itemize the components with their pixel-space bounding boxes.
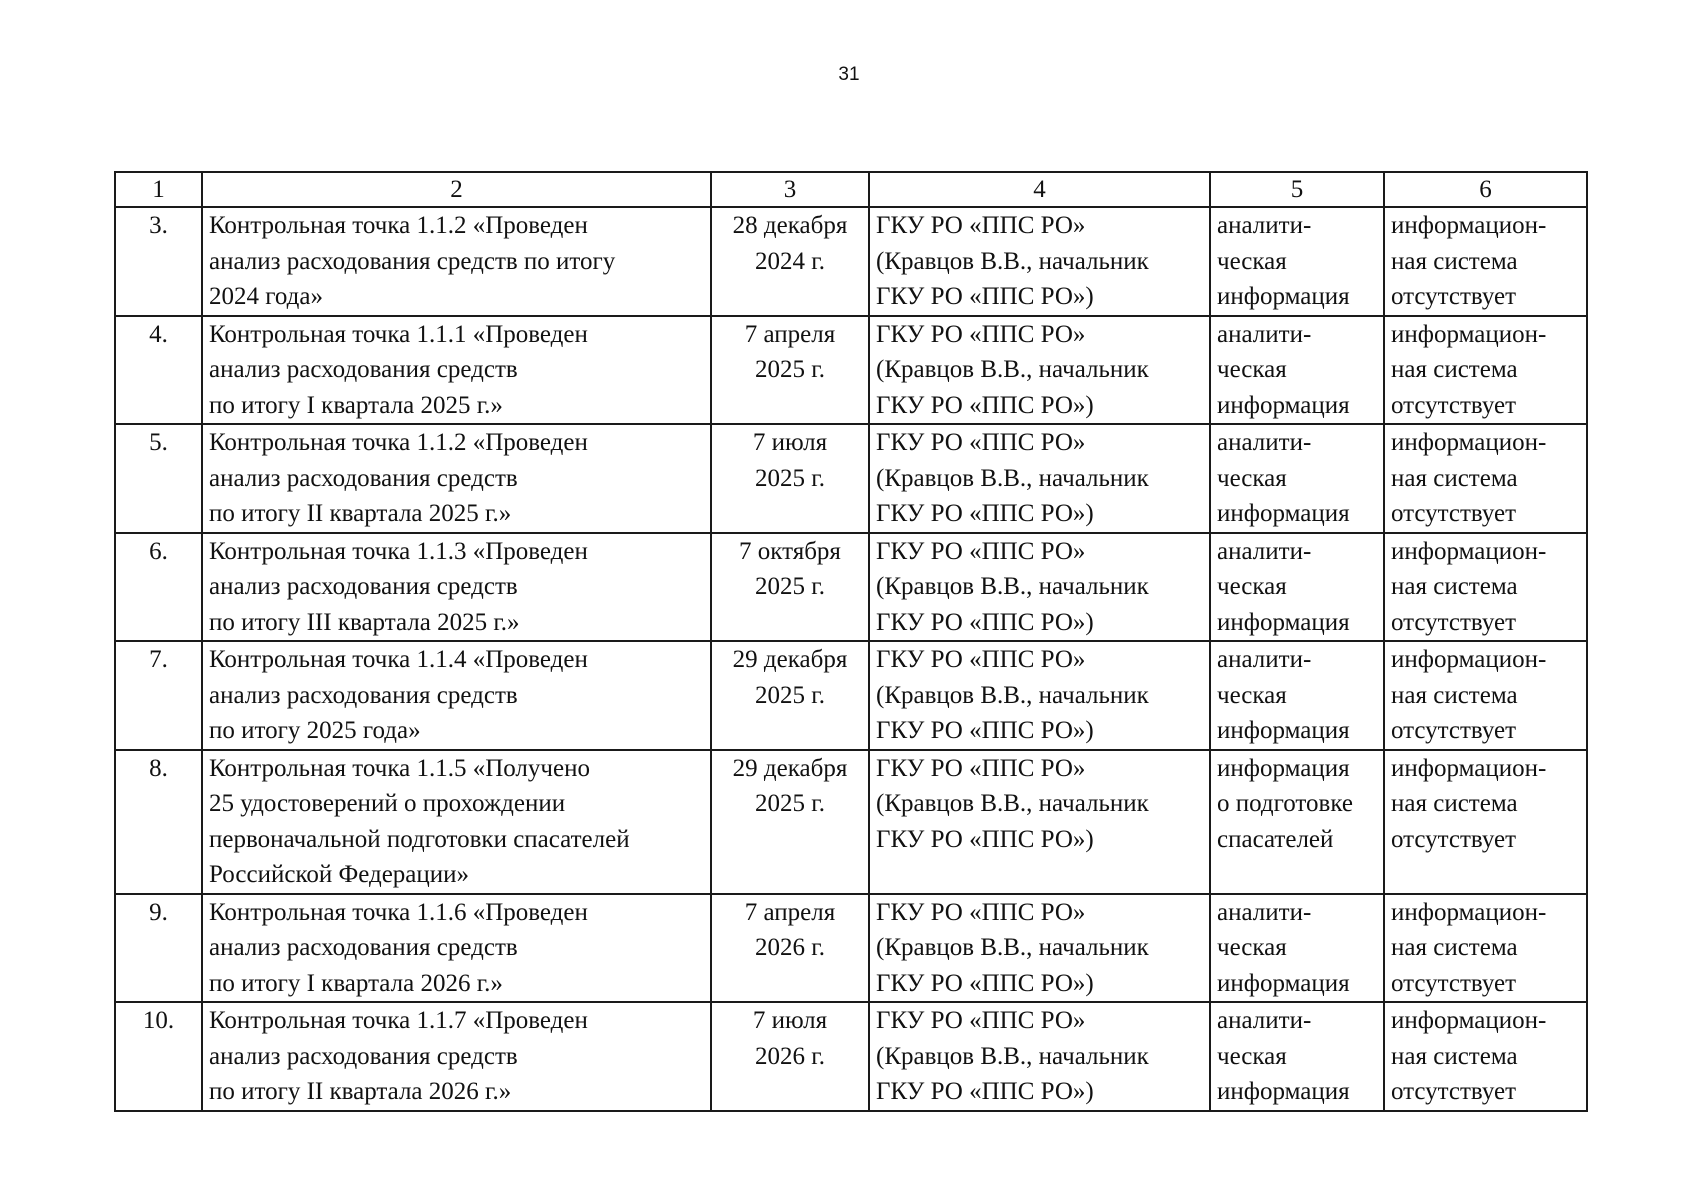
responsible-executor-line: ГКУ РО «ППС РО»	[876, 898, 1086, 926]
responsible-executor	[869, 207, 1210, 316]
responsible-executor-line: ГКУ РО «ППС РО»	[876, 429, 1086, 456]
control-points-table	[114, 171, 1588, 1112]
information-system	[1384, 641, 1587, 750]
confirming-document-line: ческая	[1217, 247, 1287, 275]
row-number: 5.	[115, 424, 202, 533]
deadline-date-line: 2024 г.	[755, 247, 825, 275]
confirming-document-line: информация	[1217, 717, 1350, 744]
confirming-document-line: спасателей	[1217, 825, 1334, 853]
table-row	[115, 316, 1587, 425]
information-system	[1384, 207, 1587, 316]
deadline-date-line: 2025 г.	[755, 356, 825, 383]
confirming-document	[1210, 641, 1384, 750]
confirming-document-line: аналити-	[1217, 212, 1312, 239]
control-point-description-line: Контрольная точка 1.1.2 «Проведен	[209, 429, 588, 456]
confirming-document	[1210, 1002, 1384, 1111]
responsible-executor-line: ГКУ РО «ППС РО»	[876, 1007, 1086, 1034]
control-point-description-line: анализ расходования средств	[209, 573, 518, 600]
row-number: 3.	[115, 207, 202, 316]
information-system-line: ная система	[1391, 573, 1518, 600]
control-point-description-line: анализ расходования средств по итогу	[209, 247, 616, 275]
responsible-executor-line: (Кравцов В.В., начальник	[876, 934, 1149, 961]
information-system-line: ная система	[1391, 356, 1518, 383]
control-point-description-line: Контрольная точка 1.1.7 «Проведен	[209, 1007, 588, 1034]
control-point-description-line: по итогу I квартала 2025 г.»	[209, 391, 503, 419]
information-system-line: отсутствует	[1391, 717, 1517, 744]
control-point-description-line: по итогу II квартала 2026 г.»	[209, 1078, 512, 1105]
responsible-executor-line: (Кравцов В.В., начальник	[876, 573, 1149, 600]
row-number: 9.	[115, 894, 202, 1003]
deadline-date-line: 7 октября	[739, 537, 841, 565]
row-number: 6.	[115, 533, 202, 642]
confirming-document-line: аналити-	[1217, 1007, 1312, 1034]
column-header: 6	[1384, 172, 1587, 207]
deadline-date	[711, 641, 869, 750]
confirming-document-line: информация	[1217, 969, 1350, 997]
confirming-document	[1210, 894, 1384, 1003]
information-system-line: ная система	[1391, 681, 1518, 709]
responsible-executor-line: ГКУ РО «ППС РО»)	[876, 608, 1094, 636]
deadline-date-line: 28 декабря	[732, 212, 848, 239]
table-row	[115, 424, 1587, 533]
table-row	[115, 750, 1587, 894]
responsible-executor-line: ГКУ РО «ППС РО»)	[876, 391, 1094, 419]
control-point-description-line: Контрольная точка 1.1.4 «Проведен	[209, 646, 588, 673]
confirming-document	[1210, 533, 1384, 642]
confirming-document-line: аналити-	[1217, 898, 1312, 926]
information-system-line: информацион-	[1391, 320, 1547, 348]
confirming-document-line: информация	[1217, 754, 1350, 782]
confirming-document-line: ческая	[1217, 934, 1287, 961]
confirming-document-line: информация	[1217, 283, 1350, 310]
control-point-description-line: анализ расходования средств	[209, 1042, 518, 1070]
information-system-line: информацион-	[1391, 898, 1547, 926]
deadline-date	[711, 894, 869, 1003]
confirming-document-line: о подготовке	[1217, 790, 1353, 817]
responsible-executor-line: (Кравцов В.В., начальник	[876, 464, 1149, 492]
deadline-date-line: 29 декабря	[732, 646, 848, 673]
responsible-executor-line: ГКУ РО «ППС РО»	[876, 320, 1086, 348]
information-system	[1384, 750, 1587, 894]
control-point-description	[202, 207, 711, 316]
control-point-description	[202, 424, 711, 533]
control-point-description-line: Контрольная точка 1.1.2 «Проведен	[209, 212, 588, 239]
deadline-date	[711, 207, 869, 316]
information-system-line: отсутствует	[1391, 969, 1517, 997]
control-point-description-line: анализ расходования средств	[209, 356, 518, 383]
information-system-line: отсутствует	[1391, 500, 1517, 527]
information-system-line: информацион-	[1391, 537, 1547, 565]
confirming-document	[1210, 316, 1384, 425]
responsible-executor-line: ГКУ РО «ППС РО»)	[876, 969, 1094, 997]
row-number: 10.	[115, 1002, 202, 1111]
column-header: 3	[711, 172, 869, 207]
control-point-description-line: анализ расходования средств	[209, 464, 518, 492]
responsible-executor-line: ГКУ РО «ППС РО»	[876, 646, 1086, 673]
responsible-executor-line: ГКУ РО «ППС РО»	[876, 212, 1086, 239]
responsible-executor	[869, 894, 1210, 1003]
row-number: 7.	[115, 641, 202, 750]
confirming-document-line: информация	[1217, 500, 1350, 527]
control-point-description-line: по итогу 2025 года»	[209, 717, 421, 744]
table-body	[115, 207, 1587, 1111]
control-point-description-line: Российской Федерации»	[209, 861, 470, 888]
information-system-line: информацион-	[1391, 212, 1547, 239]
column-header: 2	[202, 172, 711, 207]
information-system	[1384, 1002, 1587, 1111]
row-number: 8.	[115, 750, 202, 894]
information-system	[1384, 424, 1587, 533]
information-system-line: отсутствует	[1391, 283, 1517, 310]
table-header-row	[115, 172, 1587, 207]
confirming-document-line: информация	[1217, 391, 1350, 419]
control-point-description	[202, 750, 711, 894]
control-point-description-line: первоначальной подготовки спасателей	[209, 825, 630, 853]
column-header: 5	[1210, 172, 1384, 207]
deadline-date-line: 29 декабря	[732, 754, 848, 782]
responsible-executor-line: (Кравцов В.В., начальник	[876, 681, 1149, 709]
information-system-line: ная система	[1391, 464, 1518, 492]
table-row	[115, 1002, 1587, 1111]
confirming-document-line: ческая	[1217, 1042, 1287, 1070]
responsible-executor-line: ГКУ РО «ППС РО»	[876, 537, 1086, 565]
information-system-line: отсутствует	[1391, 1078, 1517, 1105]
confirming-document-line: ческая	[1217, 573, 1287, 600]
responsible-executor-line: ГКУ РО «ППС РО»)	[876, 283, 1094, 310]
deadline-date-line: 2026 г.	[755, 934, 825, 961]
control-point-description-line: по итогу III квартала 2025 г.»	[209, 608, 520, 636]
responsible-executor-line: ГКУ РО «ППС РО»)	[876, 717, 1094, 744]
information-system-line: ная система	[1391, 934, 1518, 961]
information-system	[1384, 894, 1587, 1003]
control-point-description	[202, 641, 711, 750]
responsible-executor	[869, 1002, 1210, 1111]
responsible-executor	[869, 533, 1210, 642]
deadline-date	[711, 533, 869, 642]
confirming-document-line: аналити-	[1217, 646, 1312, 673]
information-system-line: ная система	[1391, 790, 1518, 817]
responsible-executor-line: (Кравцов В.В., начальник	[876, 356, 1149, 383]
control-point-description	[202, 533, 711, 642]
confirming-document	[1210, 207, 1384, 316]
responsible-executor	[869, 750, 1210, 894]
deadline-date	[711, 750, 869, 894]
responsible-executor-line: ГКУ РО «ППС РО»)	[876, 1078, 1094, 1105]
control-point-description-line: по итогу II квартала 2025 г.»	[209, 500, 512, 527]
deadline-date-line: 2025 г.	[755, 790, 825, 817]
responsible-executor	[869, 316, 1210, 425]
confirming-document	[1210, 424, 1384, 533]
confirming-document-line: аналити-	[1217, 320, 1312, 348]
column-header: 4	[869, 172, 1210, 207]
control-point-description	[202, 316, 711, 425]
responsible-executor-line: (Кравцов В.В., начальник	[876, 247, 1149, 275]
table-row	[115, 894, 1587, 1003]
responsible-executor	[869, 424, 1210, 533]
confirming-document-line: ческая	[1217, 681, 1287, 709]
control-point-description-line: Контрольная точка 1.1.3 «Проведен	[209, 537, 588, 565]
page-number: 31	[838, 64, 860, 85]
information-system-line: информацион-	[1391, 646, 1547, 673]
responsible-executor	[869, 641, 1210, 750]
confirming-document-line: информация	[1217, 1078, 1350, 1105]
confirming-document	[1210, 750, 1384, 894]
information-system-line: отсутствует	[1391, 608, 1517, 636]
control-point-description	[202, 894, 711, 1003]
control-point-description-line: 25 удостоверений о прохождении	[209, 790, 566, 817]
deadline-date-line: 2026 г.	[755, 1042, 825, 1070]
information-system	[1384, 533, 1587, 642]
deadline-date	[711, 424, 869, 533]
control-point-description-line: анализ расходования средств	[209, 934, 518, 961]
deadline-date-line: 7 апреля	[744, 320, 836, 348]
control-point-description	[202, 1002, 711, 1111]
information-system-line: отсутствует	[1391, 391, 1517, 419]
control-point-description-line: 2024 года»	[209, 283, 323, 310]
deadline-date-line: 7 июля	[752, 429, 828, 456]
table-row	[115, 533, 1587, 642]
confirming-document-line: аналити-	[1217, 537, 1312, 565]
control-point-description-line: по итогу I квартала 2026 г.»	[209, 969, 503, 997]
confirming-document-line: информация	[1217, 608, 1350, 636]
table-row	[115, 207, 1587, 316]
responsible-executor-line: ГКУ РО «ППС РО»)	[876, 500, 1094, 527]
information-system-line: ная система	[1391, 247, 1518, 275]
information-system-line: информацион-	[1391, 1007, 1547, 1034]
deadline-date-line: 7 июля	[752, 1007, 828, 1034]
control-point-description-line: Контрольная точка 1.1.5 «Получено	[209, 754, 590, 782]
control-point-description-line: Контрольная точка 1.1.1 «Проведен	[209, 320, 588, 348]
information-system	[1384, 316, 1587, 425]
confirming-document-line: ческая	[1217, 464, 1287, 492]
information-system-line: ная система	[1391, 1042, 1518, 1070]
responsible-executor-line: (Кравцов В.В., начальник	[876, 790, 1149, 817]
deadline-date	[711, 316, 869, 425]
information-system-line: отсутствует	[1391, 825, 1517, 853]
information-system-line: информацион-	[1391, 429, 1547, 456]
deadline-date-line: 2025 г.	[755, 464, 825, 492]
responsible-executor-line: ГКУ РО «ППС РО»)	[876, 825, 1094, 853]
deadline-date-line: 2025 г.	[755, 681, 825, 709]
control-point-description-line: Контрольная точка 1.1.6 «Проведен	[209, 898, 588, 926]
deadline-date	[711, 1002, 869, 1111]
deadline-date-line: 2025 г.	[755, 573, 825, 600]
responsible-executor-line: ГКУ РО «ППС РО»	[876, 754, 1086, 782]
confirming-document-line: ческая	[1217, 356, 1287, 383]
column-header: 1	[115, 172, 202, 207]
deadline-date-line: 7 апреля	[744, 898, 836, 926]
row-number: 4.	[115, 316, 202, 425]
confirming-document-line: аналити-	[1217, 429, 1312, 456]
information-system-line: информацион-	[1391, 754, 1547, 782]
table-row	[115, 641, 1587, 750]
control-point-description-line: анализ расходования средств	[209, 681, 518, 709]
responsible-executor-line: (Кравцов В.В., начальник	[876, 1042, 1149, 1070]
